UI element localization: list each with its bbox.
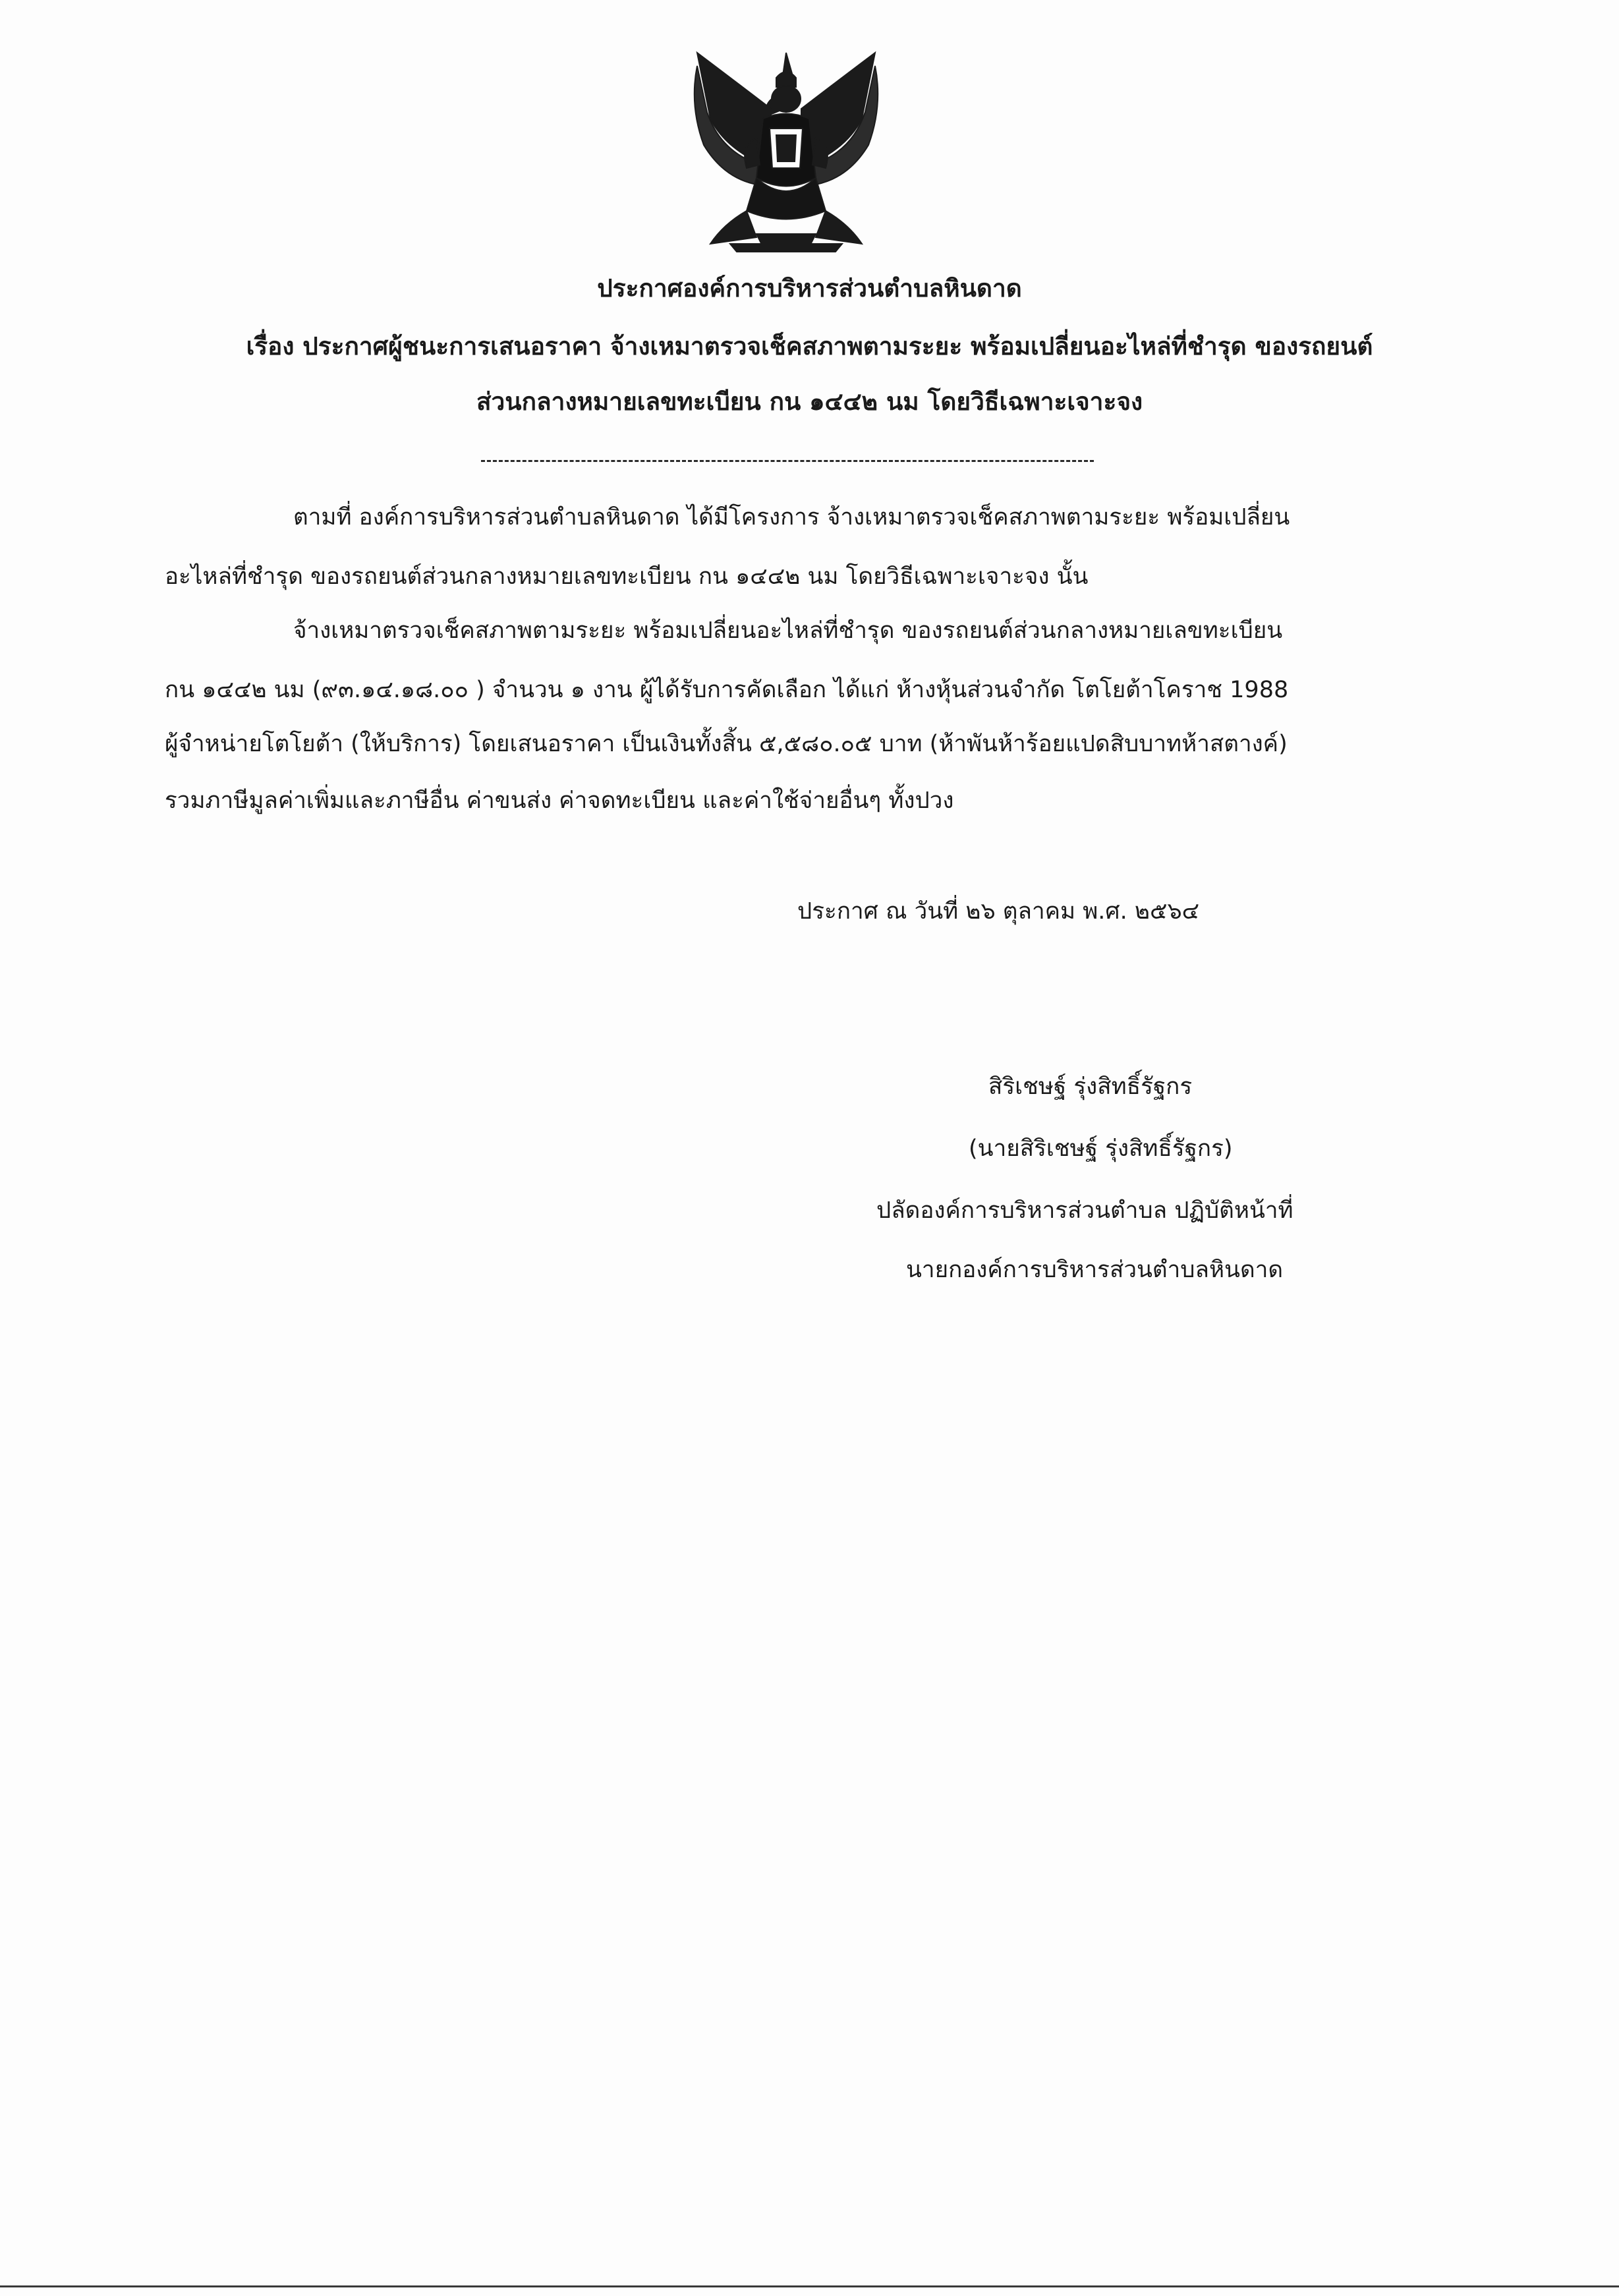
subject-line-2: ส่วนกลางหมายเลขทะเบียน กน ๑๔๔๒ นม โดยวิธีเฉพาะเจาะจง [476,387,1143,416]
announcement-title: ประกาศองค์การบริหารส่วนตำบลหินดาด [597,274,1022,302]
signatory-full-name: (นายสิริเชษฐ์ รุ่งสิทธิ์รัฐกร) [969,1135,1233,1162]
paragraph-2-line-4: รวมภาษีมูลค่าเพิ่มและภาษีอื่น ค่าขนส่ง ค่าจดทะเบียน และค่าใช้จ่ายอื่นๆ ทั้งปวง [165,788,954,814]
garuda-emblem-icon [684,46,888,257]
signatory-position-line-2: นายกองค์การบริหารส่วนตำบลหินดาด [906,1257,1284,1283]
paragraph-2-line-2: กน ๑๔๔๒ นม (๙๓.๑๔.๑๘.๐๐ ) จำนวน ๑ งาน ผู้ได้รับการคัดเลือก ได้แก่ ห้างหุ้นส่วนจำกัด โตโยต้าโคราช 1988 [165,677,1289,703]
signatory-position-line-1: ปลัดองค์การบริหารส่วนตำบล ปฏิบัติหน้าที่ [876,1197,1293,1224]
paragraph-1-line-1: ตามที่ องค์การบริหารส่วนตำบลหินดาด ได้มีโครงการ จ้างเหมาตรวจเช็คสภาพตามระยะ พร้อมเปลี่ยน [293,504,1290,531]
paragraph-1-line-2: อะไหล่ที่ชำรุด ของรถยนต์ส่วนกลางหมายเลขทะเบียน กน ๑๔๔๒ นม โดยวิธีเฉพาะเจาะจง นั้น [165,563,1089,590]
signature-name: สิริเชษฐ์ รุ่งสิทธิ์รัฐกร [988,1074,1193,1100]
scan-bottom-edge [0,2285,1619,2287]
announcement-date: ประกาศ ณ วันที่ ๒๖ ตุลาคม พ.ศ. ๒๕๖๔ [797,898,1200,925]
paragraph-2-line-1: จ้างเหมาตรวจเช็คสภาพตามระยะ พร้อมเปลี่ยนอะไหล่ที่ชำรุด ของรถยนต์ส่วนกลางหมายเลขทะเบียน [293,617,1283,644]
subject-line-1: เรื่อง ประกาศผู้ชนะการเสนอราคา จ้างเหมาตรวจเช็คสภาพตามระยะ พร้อมเปลี่ยนอะไหล่ที่ชำรุด ของรถยนต์ [246,332,1373,360]
paragraph-2-line-3: ผู้จำหน่ายโตโยต้า (ให้บริการ) โดยเสนอราคา เป็นเงินทั้งสิ้น ๕,๕๘๐.๐๕ บาท (ห้าพันห้าร้อยแปดสิบบาทห้าสตางค์) [165,731,1288,757]
section-divider [481,460,1094,462]
